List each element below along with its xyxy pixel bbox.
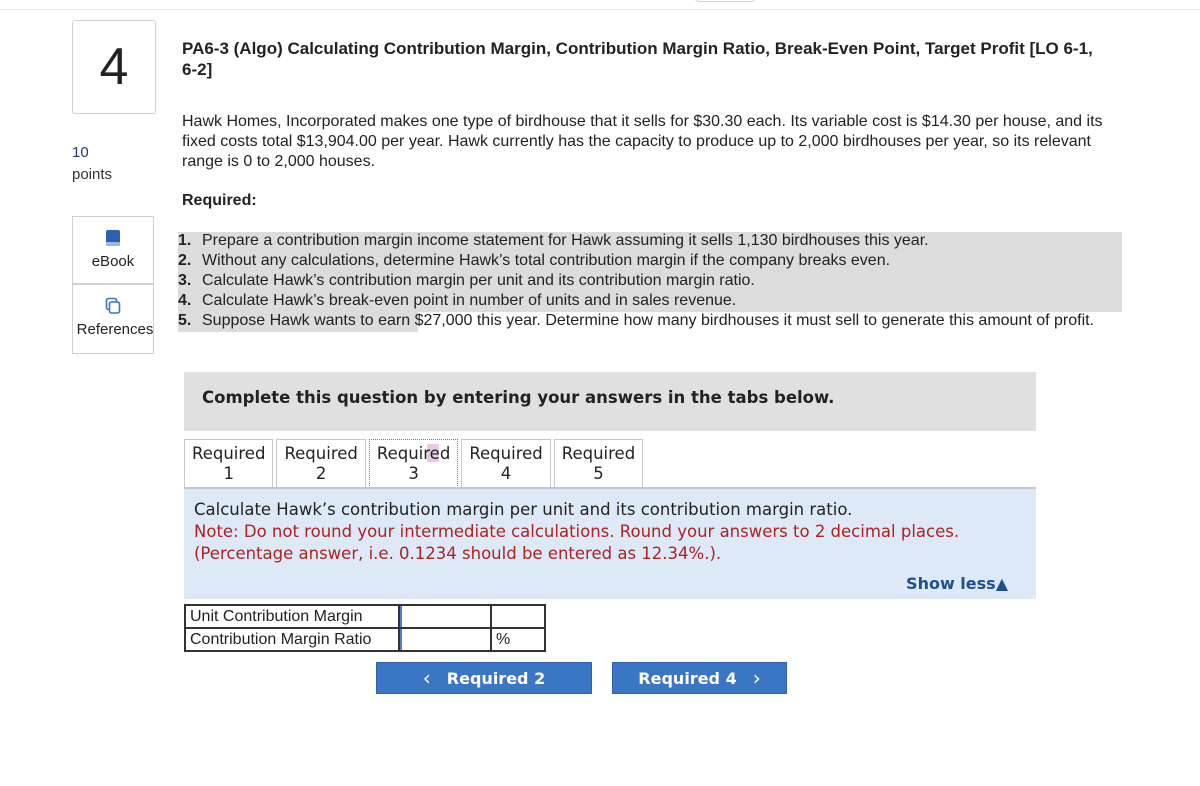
- tab-required-3[interactable]: Required 3: [369, 439, 458, 488]
- percent-unit: %: [491, 628, 545, 651]
- table-row: [185, 628, 545, 651]
- tab-required-5[interactable]: Required 5: [554, 439, 643, 488]
- show-less-link[interactable]: Show less▲: [906, 574, 1008, 593]
- question-intro: Hawk Homes, Incorporated makes one type of birdhouse that it sells for $30.30 each. Its variable cost is $14.30 per house, and its fixed costs total $13,904.00 per year. Hawk currently has the capacity to produce up to 2,000 birdhouses per year, so its relevant range is 0 to 2,000 houses.: [182, 113, 1103, 170]
- cm-ratio-label: Contribution Margin Ratio: [185, 628, 399, 651]
- cm-ratio-input[interactable]: [400, 629, 490, 650]
- list-item: 4. Calculate Hawk’s break-even point in number of units and in sales revenue.: [178, 292, 737, 309]
- book-icon: [105, 229, 121, 247]
- ebook-label: eBook: [91, 253, 135, 270]
- instructions-banner: Complete this question by entering your answers in the tabs below.: [184, 372, 1036, 431]
- chevron-right-icon: ›: [752, 666, 761, 690]
- references-button[interactable]: [72, 284, 154, 354]
- points-display: [72, 142, 112, 186]
- next-label: Required 4: [638, 668, 737, 688]
- copy-icon: [105, 297, 121, 315]
- table-row: [185, 605, 545, 628]
- tab-panel: [184, 489, 1036, 599]
- tab-required-2[interactable]: Required 2: [276, 439, 365, 488]
- question-number: 4: [72, 20, 156, 114]
- chevron-left-icon: ‹: [422, 666, 431, 690]
- unit-cm-unit: [491, 605, 545, 628]
- answer-table: [184, 604, 546, 652]
- tab-required-4[interactable]: Required 4: [461, 439, 550, 488]
- next-required-button[interactable]: [612, 662, 787, 694]
- required-tabs: [184, 439, 646, 489]
- top-tab[interactable]: [694, 0, 756, 2]
- cm-ratio-cell: [399, 628, 491, 651]
- panel-instruction: Calculate Hawk’s contribution margin per unit and its contribution margin ratio.: [194, 500, 853, 519]
- panel-note: Note: Do not round your intermediate calculations. Round your answers to 2 decimal places. (Percentage answer, i.e. 0.1234 should be entered as 12.34%.).: [194, 522, 960, 563]
- points-value: 10: [72, 144, 89, 161]
- prev-required-button[interactable]: [376, 662, 592, 694]
- list-item: 3. Calculate Hawk’s contribution margin per unit and its contribution margin ratio.: [178, 272, 755, 289]
- requirements-list: [178, 231, 1122, 331]
- tab-required-1[interactable]: Required 1: [184, 439, 273, 488]
- unit-cm-label: Unit Contribution Margin: [185, 605, 399, 628]
- unit-cm-cell: [399, 605, 491, 628]
- top-bar: [0, 0, 1200, 10]
- list-item: 5. Suppose Hawk wants to earn $27,000 this year. Determine how many birdhouses it must sell to generate this amount of profit.: [178, 312, 1095, 329]
- points-label: points: [72, 166, 113, 183]
- list-item: 2. Without any calculations, determine Hawk’s total contribution margin if the company breaks even.: [178, 252, 891, 269]
- references-label: References: [76, 321, 154, 338]
- required-heading: Required:: [182, 192, 257, 209]
- prev-label: Required 2: [446, 668, 546, 688]
- unit-cm-input[interactable]: [400, 606, 490, 627]
- ebook-button[interactable]: [72, 216, 154, 284]
- question-title: PA6-3 (Algo) Calculating Contribution Margin, Contribution Margin Ratio, Break-Even Point, Target Profit [LO 6-1, 6-2]: [182, 39, 1093, 79]
- list-item: 1. Prepare a contribution margin income statement for Hawk assuming it sells 1,130 birdhouses this year.: [178, 232, 929, 249]
